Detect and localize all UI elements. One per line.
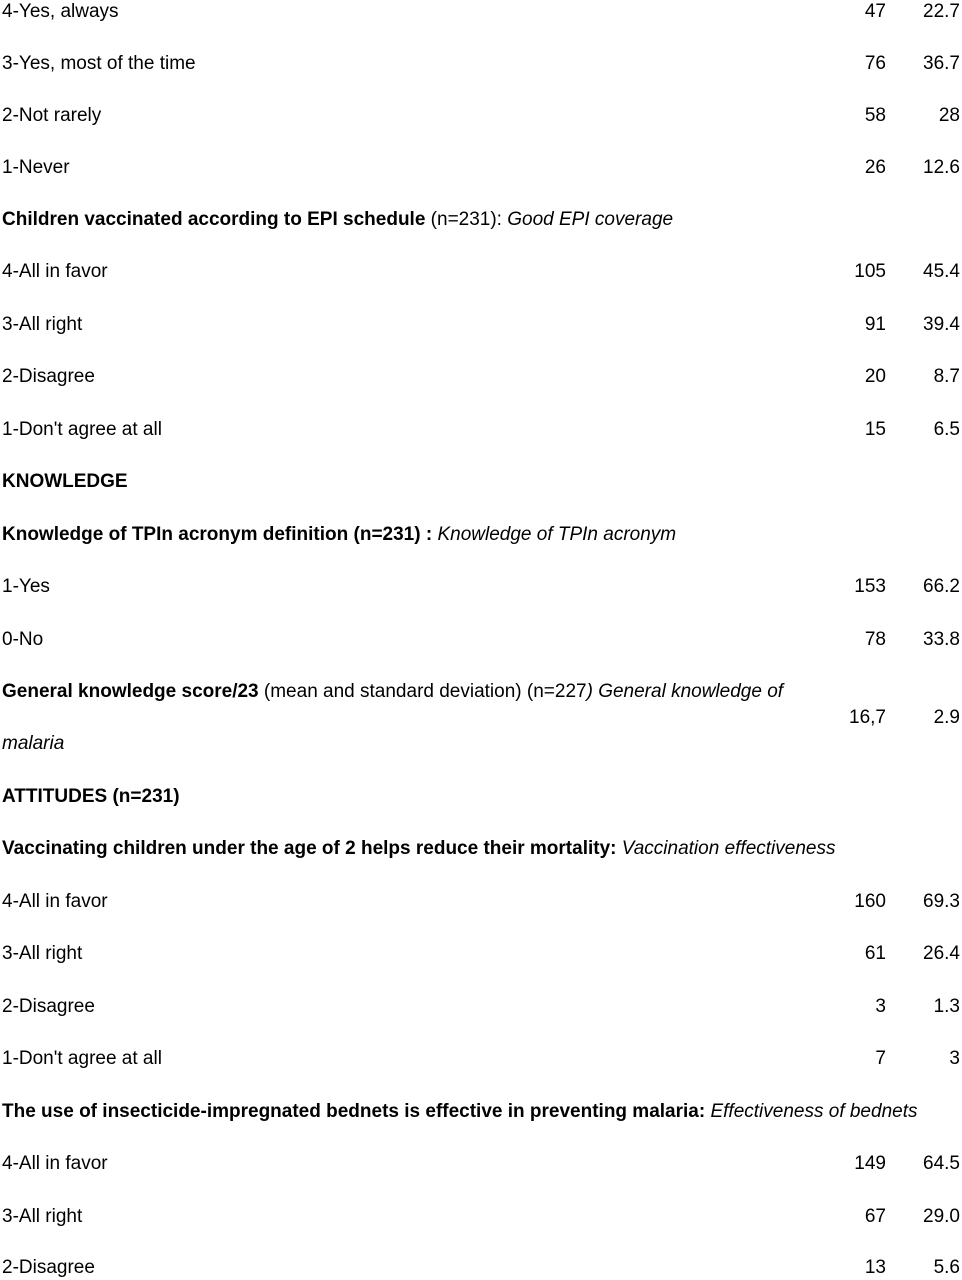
question-text xyxy=(2,1100,917,1124)
question-heading xyxy=(0,837,962,889)
row-percent: 29.0 xyxy=(923,1206,960,1227)
row-percent: 45.4 xyxy=(923,261,960,282)
row-percent: 36.7 xyxy=(923,53,960,74)
row-percent: 8.7 xyxy=(933,366,960,387)
row-count: 15 xyxy=(864,419,886,440)
row-label: 4-All in favor xyxy=(2,261,108,282)
row-count: 26 xyxy=(864,157,886,178)
row-count: 78 xyxy=(864,629,886,650)
question-heading-score xyxy=(0,666,962,770)
row-label: 3-All right xyxy=(2,314,83,335)
score-mean: 16,7 xyxy=(849,707,886,728)
row-count: 58 xyxy=(864,105,886,126)
row-label: 2-Disagree xyxy=(2,1257,95,1278)
question-normal: (n=231): xyxy=(425,209,508,230)
row-percent: 5.6 xyxy=(933,1257,960,1278)
table-row xyxy=(0,418,962,470)
question-variable: Knowledge of TPIn acronym xyxy=(437,524,677,545)
question-text xyxy=(2,666,822,770)
row-count: 61 xyxy=(864,943,886,964)
row-count: 153 xyxy=(854,576,886,597)
row-count: 3 xyxy=(875,996,886,1017)
question-normal: (mean and standard deviation) (n=227 xyxy=(258,681,587,702)
score-sd: 2.9 xyxy=(933,707,960,728)
question-text xyxy=(2,208,673,232)
question-bold: General knowledge score/23 xyxy=(2,681,259,702)
question-variable: ) General knowledge of malaria xyxy=(2,681,784,754)
table-row xyxy=(0,1152,962,1204)
question-text xyxy=(2,523,676,547)
row-count: 47 xyxy=(864,1,886,22)
row-label: 1-Never xyxy=(2,157,70,178)
row-label: 4-All in favor xyxy=(2,1153,108,1174)
row-count: 91 xyxy=(864,314,886,335)
table-row xyxy=(0,575,962,627)
row-label: 2-Disagree xyxy=(2,996,95,1017)
row-label: 4-All in favor xyxy=(2,891,108,912)
row-label: 3-Yes, most of the time xyxy=(2,53,196,74)
question-heading xyxy=(0,523,962,575)
row-label: 4-Yes, always xyxy=(2,1,119,22)
row-percent: 3 xyxy=(949,1048,960,1069)
table-row xyxy=(0,313,962,365)
row-count: 76 xyxy=(864,53,886,74)
row-label: 0-No xyxy=(2,629,44,650)
question-text xyxy=(2,837,835,861)
question-bold: Children vaccinated according to EPI schedule xyxy=(2,209,426,230)
row-percent: 22.7 xyxy=(923,1,960,22)
question-variable: Effectiveness of bednets xyxy=(710,1101,918,1122)
row-label: 3-All right xyxy=(2,943,83,964)
question-heading xyxy=(0,208,962,260)
table-row xyxy=(0,1205,962,1257)
row-label: 2-Disagree xyxy=(2,366,95,387)
row-count: 160 xyxy=(854,891,886,912)
table-row xyxy=(0,104,962,156)
row-percent: 1.3 xyxy=(933,996,960,1017)
row-count: 105 xyxy=(854,261,886,282)
row-percent: 28 xyxy=(938,105,960,126)
row-percent: 64.5 xyxy=(923,1153,960,1174)
row-count: 20 xyxy=(864,366,886,387)
row-percent: 66.2 xyxy=(923,576,960,597)
question-bold: Knowledge of TPIn acronym definition (n=231) : xyxy=(2,524,438,545)
question-variable: Good EPI coverage xyxy=(507,209,674,230)
row-count: 149 xyxy=(854,1153,886,1174)
row-count: 7 xyxy=(875,1048,886,1069)
table-row xyxy=(0,365,962,417)
table-row xyxy=(0,890,962,942)
section-title: ATTITUDES (n=231) xyxy=(2,786,180,807)
question-bold: Vaccinating children under the age of 2 helps reduce their mortality: xyxy=(2,838,622,859)
row-percent: 69.3 xyxy=(923,891,960,912)
table-row xyxy=(0,942,962,994)
row-label: 2-Not rarely xyxy=(2,105,102,126)
table-row xyxy=(0,1256,962,1280)
question-bold: The use of insecticide-impregnated bednets is effective in preventing malaria: xyxy=(2,1101,711,1122)
table-row xyxy=(0,260,962,312)
table-row xyxy=(0,995,962,1047)
row-label: 1-Don't agree at all xyxy=(2,419,162,440)
row-percent: 12.6 xyxy=(923,157,960,178)
row-percent: 6.5 xyxy=(933,419,960,440)
table-row xyxy=(0,52,962,104)
row-percent: 26.4 xyxy=(923,943,960,964)
section-heading xyxy=(0,785,962,837)
row-label: 1-Yes xyxy=(2,576,50,597)
table-row xyxy=(0,1047,962,1099)
section-heading xyxy=(0,470,962,522)
question-variable: Vaccination effectiveness xyxy=(621,838,836,859)
table-row xyxy=(0,156,962,208)
row-label: 1-Don't agree at all xyxy=(2,1048,162,1069)
table-row xyxy=(0,0,962,52)
row-count: 67 xyxy=(864,1206,886,1227)
section-title: KNOWLEDGE xyxy=(2,471,128,492)
row-count: 13 xyxy=(864,1257,886,1278)
question-heading xyxy=(0,1100,962,1152)
row-percent: 39.4 xyxy=(923,314,960,335)
row-percent: 33.8 xyxy=(923,629,960,650)
row-label: 3-All right xyxy=(2,1206,83,1227)
